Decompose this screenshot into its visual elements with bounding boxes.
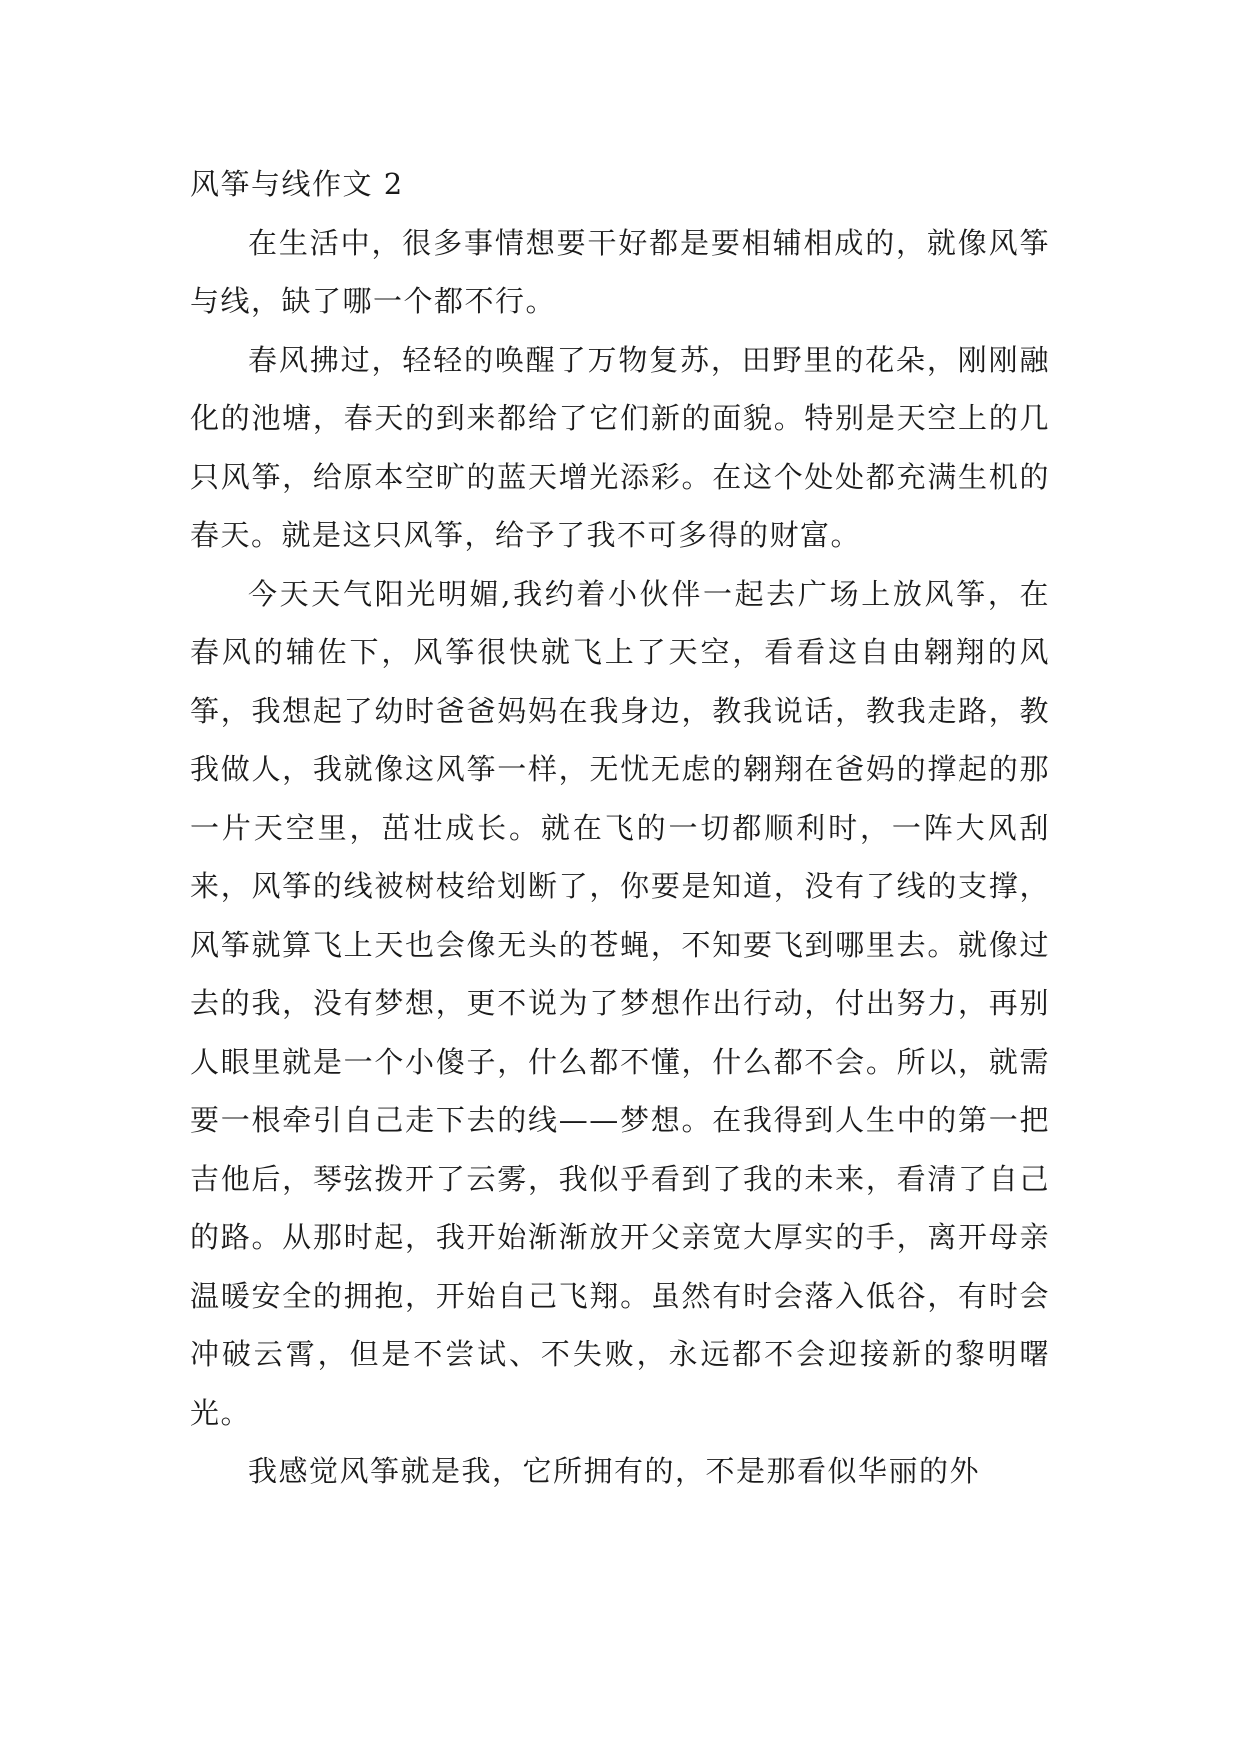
paragraph-intro: 在生活中，很多事情想要干好都是要相辅相成的，就像风筝与线，缺了哪一个都不行。 <box>190 225 1050 318</box>
paragraph-spring: 春风拂过，轻轻的唤醒了万物复苏，田野里的花朵，刚刚融化的池塘，春天的到来都给了它们新的面貌。特别是天空上的几只风筝，给原本空旷的蓝天增光添彩。在这个处处都充满生机的春天。就是这只风筝，给予了我不可多得的财富。 <box>190 342 1050 552</box>
document-body <box>190 155 1050 1501</box>
paragraph-conclusion: 我感觉风筝就是我，它所拥有的，不是那看似华丽的外 <box>248 1454 981 1488</box>
document-title: 风筝与线作文 2 <box>190 167 404 201</box>
paragraph-kite-story: 今天天气阳光明媚,我约着小伙伴一起去广场上放风筝，在春风的辅佐下，风筝很快就飞上了天空，看看这自由翱翔的风筝，我想起了幼时爸爸妈妈在我身边，教我说话，教我走路，教我做人，我就像这风筝一样，无忧无虑的翱翔在爸妈的撑起的那一片天空里，茁壮成长。就在飞的一切都顺利时，一阵大风刮来，风筝的线被树枝给划断了，你要是知道，没有了线的支撑，风筝就算飞上天也会像无头的苍蝇，不知要飞到哪里去。就像过去的我，没有梦想，更不说为了梦想作出行动，付出努力，再别人眼里就是一个小傻子，什么都不懂，什么都不会。所以，就需要一根牵引自己走下去的线——梦想。在我得到人生中的第一把吉他后，琴弦拨开了云雾，我似乎看到了我的未来，看清了自己的路。从那时起，我开始渐渐放开父亲宽大厚实的手，离开母亲温暖安全的拥抱，开始自己飞翔。虽然有时会落入低谷，有时会冲破云霄，但是不尝试、不失败，永远都不会迎接新的黎明曙光。 <box>190 576 1050 1430</box>
